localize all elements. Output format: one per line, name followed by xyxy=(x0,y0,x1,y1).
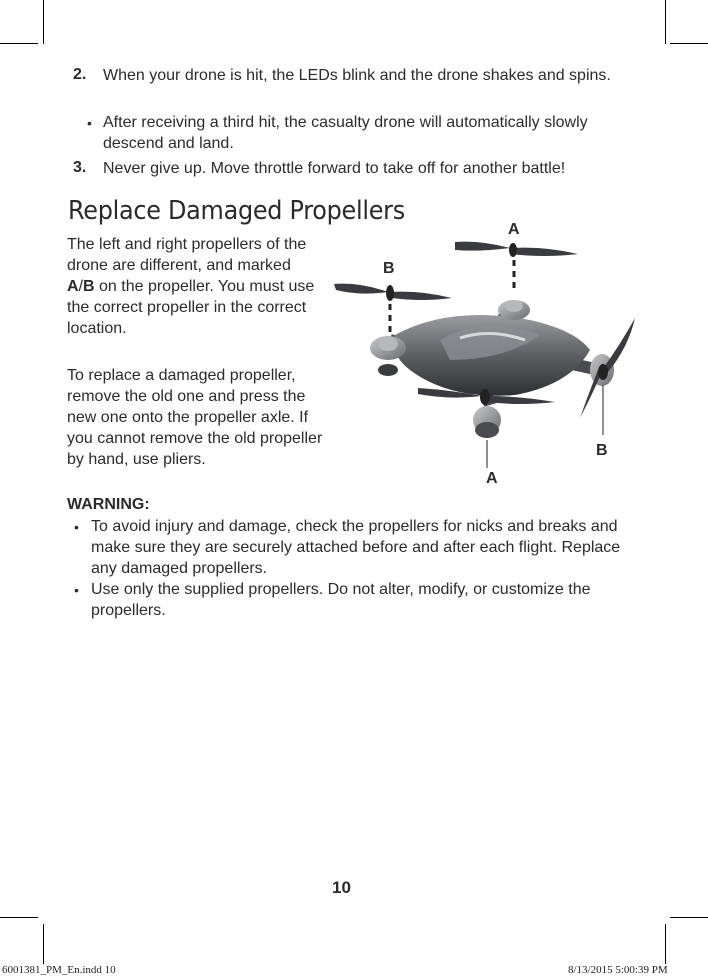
step-text: When your drone is hit, the LEDs blink and the drone shakes and spins. xyxy=(103,67,611,84)
crop-mark xyxy=(0,917,38,918)
bullet-dot: • xyxy=(74,582,79,598)
crop-mark xyxy=(665,924,666,964)
section-title: Replace Damaged Propellers xyxy=(68,196,405,226)
motor-pod xyxy=(498,300,530,320)
figure-label-b-left: B xyxy=(383,260,395,277)
crop-mark xyxy=(665,0,666,44)
crop-mark xyxy=(43,924,44,964)
paragraph xyxy=(67,234,317,339)
step-bullet-text: After receiving a third hit, the casualty drone will automatically slowly descend and land. xyxy=(103,114,588,152)
footer-file: 6001381_PM_En.indd 10 xyxy=(2,964,116,976)
footer-timestamp: 8/13/2015 5:00:39 PM xyxy=(568,964,668,976)
motor-pod xyxy=(370,336,406,376)
paragraph-text: on the propeller. You must use the correct propeller in the correct location. xyxy=(67,278,315,337)
figure-label-a-bottom: A xyxy=(486,470,498,487)
figure-label-b-right: B xyxy=(596,442,608,459)
crop-mark xyxy=(670,917,708,918)
page-number: 10 xyxy=(332,878,351,897)
crop-mark xyxy=(0,43,38,44)
paragraph-text: The left and right propellers of the drone are different, and marked xyxy=(67,236,307,274)
motor-pod xyxy=(473,406,501,438)
propeller-a-top xyxy=(455,242,578,292)
figure-label-a-top: A xyxy=(508,221,520,238)
crop-mark xyxy=(43,0,44,44)
step-text: Never give up. Move throttle forward to take off for another battle! xyxy=(103,160,566,177)
slash: / xyxy=(78,278,84,295)
label-b: B xyxy=(83,278,95,295)
paragraph: To replace a damaged propeller, remove the old one and press the new one onto the propeller axle. If you cannot remove the old propeller by hand, use pliers. xyxy=(67,367,323,468)
warning-item: To avoid injury and damage, check the propellers for nicks and breaks and make sure they are securely attached before and after each flight. Replace any damaged propellers. xyxy=(91,518,621,577)
step-number: 3. xyxy=(73,159,87,176)
label-a: A xyxy=(67,278,79,295)
step-number: 2. xyxy=(73,66,87,83)
bullet-dot: • xyxy=(74,519,79,535)
warning-item: Use only the supplied propellers. Do not alter, modify, or customize the propellers. xyxy=(91,581,591,619)
crop-mark xyxy=(670,43,708,44)
warning-heading: WARNING: xyxy=(67,496,150,513)
bullet-dot: • xyxy=(87,115,92,131)
